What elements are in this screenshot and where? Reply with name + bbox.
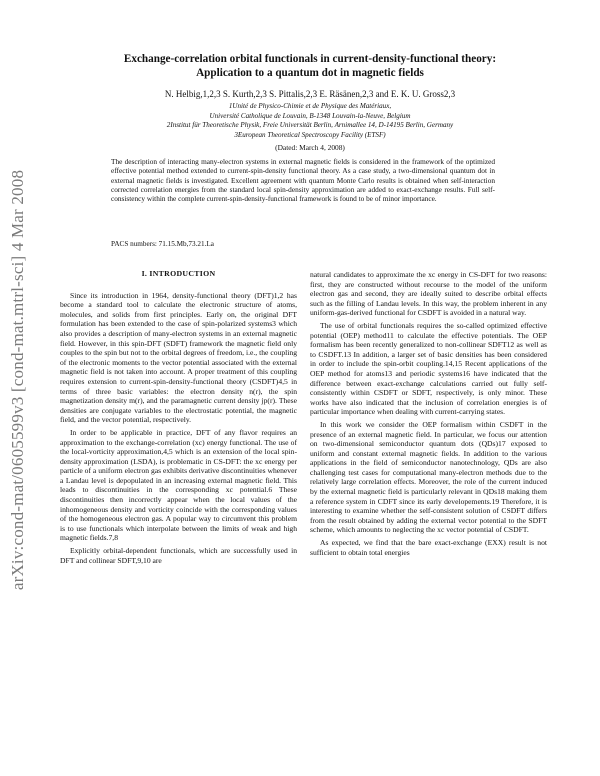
paragraph: In order to be applicable in practice, DFT of any flavor requires an approximation to the exchange-correlation (xc) energy functional. The use of the local-vorticity approximation,4,5 which is an extension of the local spin-density approximation (LSDA), is problematic in CS-DFT: the xc energy per particle of a uniform electron gas exhibits derivative discontinuities whenever a Landau level is depopulated in an increasing external magnetic field. This leads to discontinuities in the corresponding xc potential.6 These discontinuities then incorrectly appear when the local values of the inhomogeneous density and vorticity coincide with the corresponding values of the homogeneous electron gas. A popular way to circumvent this problem is to use functionals which interpolate between the limits of weak and high magnetic fields.7,8 (60, 427, 297, 543)
affiliation-1-line-1: 1Unité de Physico-Chimie et de Physique des Matériaux, (228, 102, 392, 110)
paragraph: The use of orbital functionals requires the so-called optimized effective potential (OEP) method11 to calculate the effective potentials. The OEP formalism has been recently generalized to non-collinear SDFT12 as well as to CSDFT.13 In addition, a larger set of basic densities has been considered in order to include the spin-orbit coupling.14,15 Recent applications of the OEP method for atoms13 and periodic systems16 have indicated that the difference between exact-exchange calculations carried out fully self-consistently within CSDFT or SDFT, respectively, is only minor. These works have also indicated that the inclusion of correlation energies is of particular importance when dealing with current-carrying states. (310, 320, 547, 417)
paper-title (80, 52, 540, 80)
paragraph: As expected, we find that the bare exact-exchange (EXX) result is not sufficient to obtain total energies (310, 538, 547, 557)
right-column (310, 270, 547, 557)
affiliation-3: 3European Theoretical Spectroscopy Facility (ETSF) (234, 130, 386, 139)
paragraph: natural candidates to approximate the xc energy in CS-DFT for two reasons: first, they are constructed without recourse to the model of the uniform electron gas and second, they are ideally suited to describe orbital effects such as the filling of Landau levels. In this way, the problem inherent in any uniform-gas-derived functional for CSDFT is avoided in a natural way. (310, 270, 547, 318)
arxiv-sidebar-stamp (2, 100, 34, 660)
title-line-2: Application to a quantum dot in magnetic fields (196, 67, 424, 79)
paragraph: Since its introduction in 1964, density-functional theory (DFT)1,2 has become a standard tool to calculate the electronic structure of atoms, molecules, and solids from first principles. Early on, the original DFT formulation has been extended to the case of spin-polarized systems3 which also provides a description of many-electron systems in an external magnetic field. However, in this spin-DFT (SDFT) framework the magnetic field only couples to the spin but not to the orbital degrees of freedom, i.e., the coupling of the electronic moments to the vector potential associated with the external magnetic field is not taken into account. A proper treatment of this coupling requires extension to current-spin-density-functional theory (CSDFT)4,5 in terms of three basic variables: the electron density n(r), the spin magnetization density m(r), and the paramagnetic current density jp(r). These densities are conjugate variables to the electrostatic potential, the magnetic field, and the vector potential, respectively. (60, 290, 297, 425)
paragraph: Explicitly orbital-dependent functionals, which are successfully used in DFT and collinear SDFT,9,10 are (60, 546, 297, 565)
dated: (Dated: March 4, 2008) (275, 143, 345, 152)
affiliation-2: 2Institut für Theoretische Physik, Freie Universität Berlin, Arnimallee 14, D-14195 Berlin, Germany (166, 121, 454, 130)
title-line-1: Exchange-correlation orbital functionals in current-density-functional theory: (123, 53, 497, 65)
affiliation-1-line-2: Université Catholique de Louvain, B-1348 Louvain-la-Neuve, Belgium (209, 111, 411, 120)
author-list: N. Helbig,1,2,3 S. Kurth,2,3 S. Pittalis,2,3 E. Räsänen,2,3 and E. K. U. Gross2,3 (164, 89, 456, 99)
abstract: The description of interacting many-electron systems in external magnetic fields is considered in the framework of the optimized effective potential method extended to current-spin-density functional theory. As a case study, a two-dimensional quantum dot in external magnetic fields is investigated. Excellent agreement with quantum Monte Carlo results is obtained when self-interaction corrected correlation energies from the standard local spin-density approximation are added to exact-exchange results. Full self-consistency within the complete current-spin-density-functional framework is found to be of minor importance. (111, 157, 495, 204)
left-column (60, 265, 297, 565)
paragraph: In this work we consider the OEP formalism within CSDFT in the presence of an external magnetic field. In particular, we focus our attention on two-dimensional semiconductor quantum dots (QDs)17 exposed to uniform and constant external magnetic fields. In addition to the various applications in the field of semiconductor nanotechnology, QDs are also challenging test cases for computational many-electron methods due to the relatively large correlation effects. Moreover, the role of the current induced by the external magnetic field is particularly relevant in QDs18 making them a reference system in CDFT since its early developements.19 Therefore, it is interesting to examine whether the self-consistent solution of CSDFT differs from the result obtained by adding the external vector potential to the SDFT scheme, which amounts to neglecting the xc vector potential of CSDFT. (310, 419, 547, 535)
section-heading: I. INTRODUCTION (141, 269, 216, 278)
affiliations (80, 102, 540, 140)
pacs-numbers: PACS numbers: 71.15.Mb,73.21.La (111, 240, 214, 248)
arxiv-id: arXiv:cond-mat/0605599v3 [cond-mat.mtrl-sci] 4 Mar 2008 (8, 169, 28, 591)
